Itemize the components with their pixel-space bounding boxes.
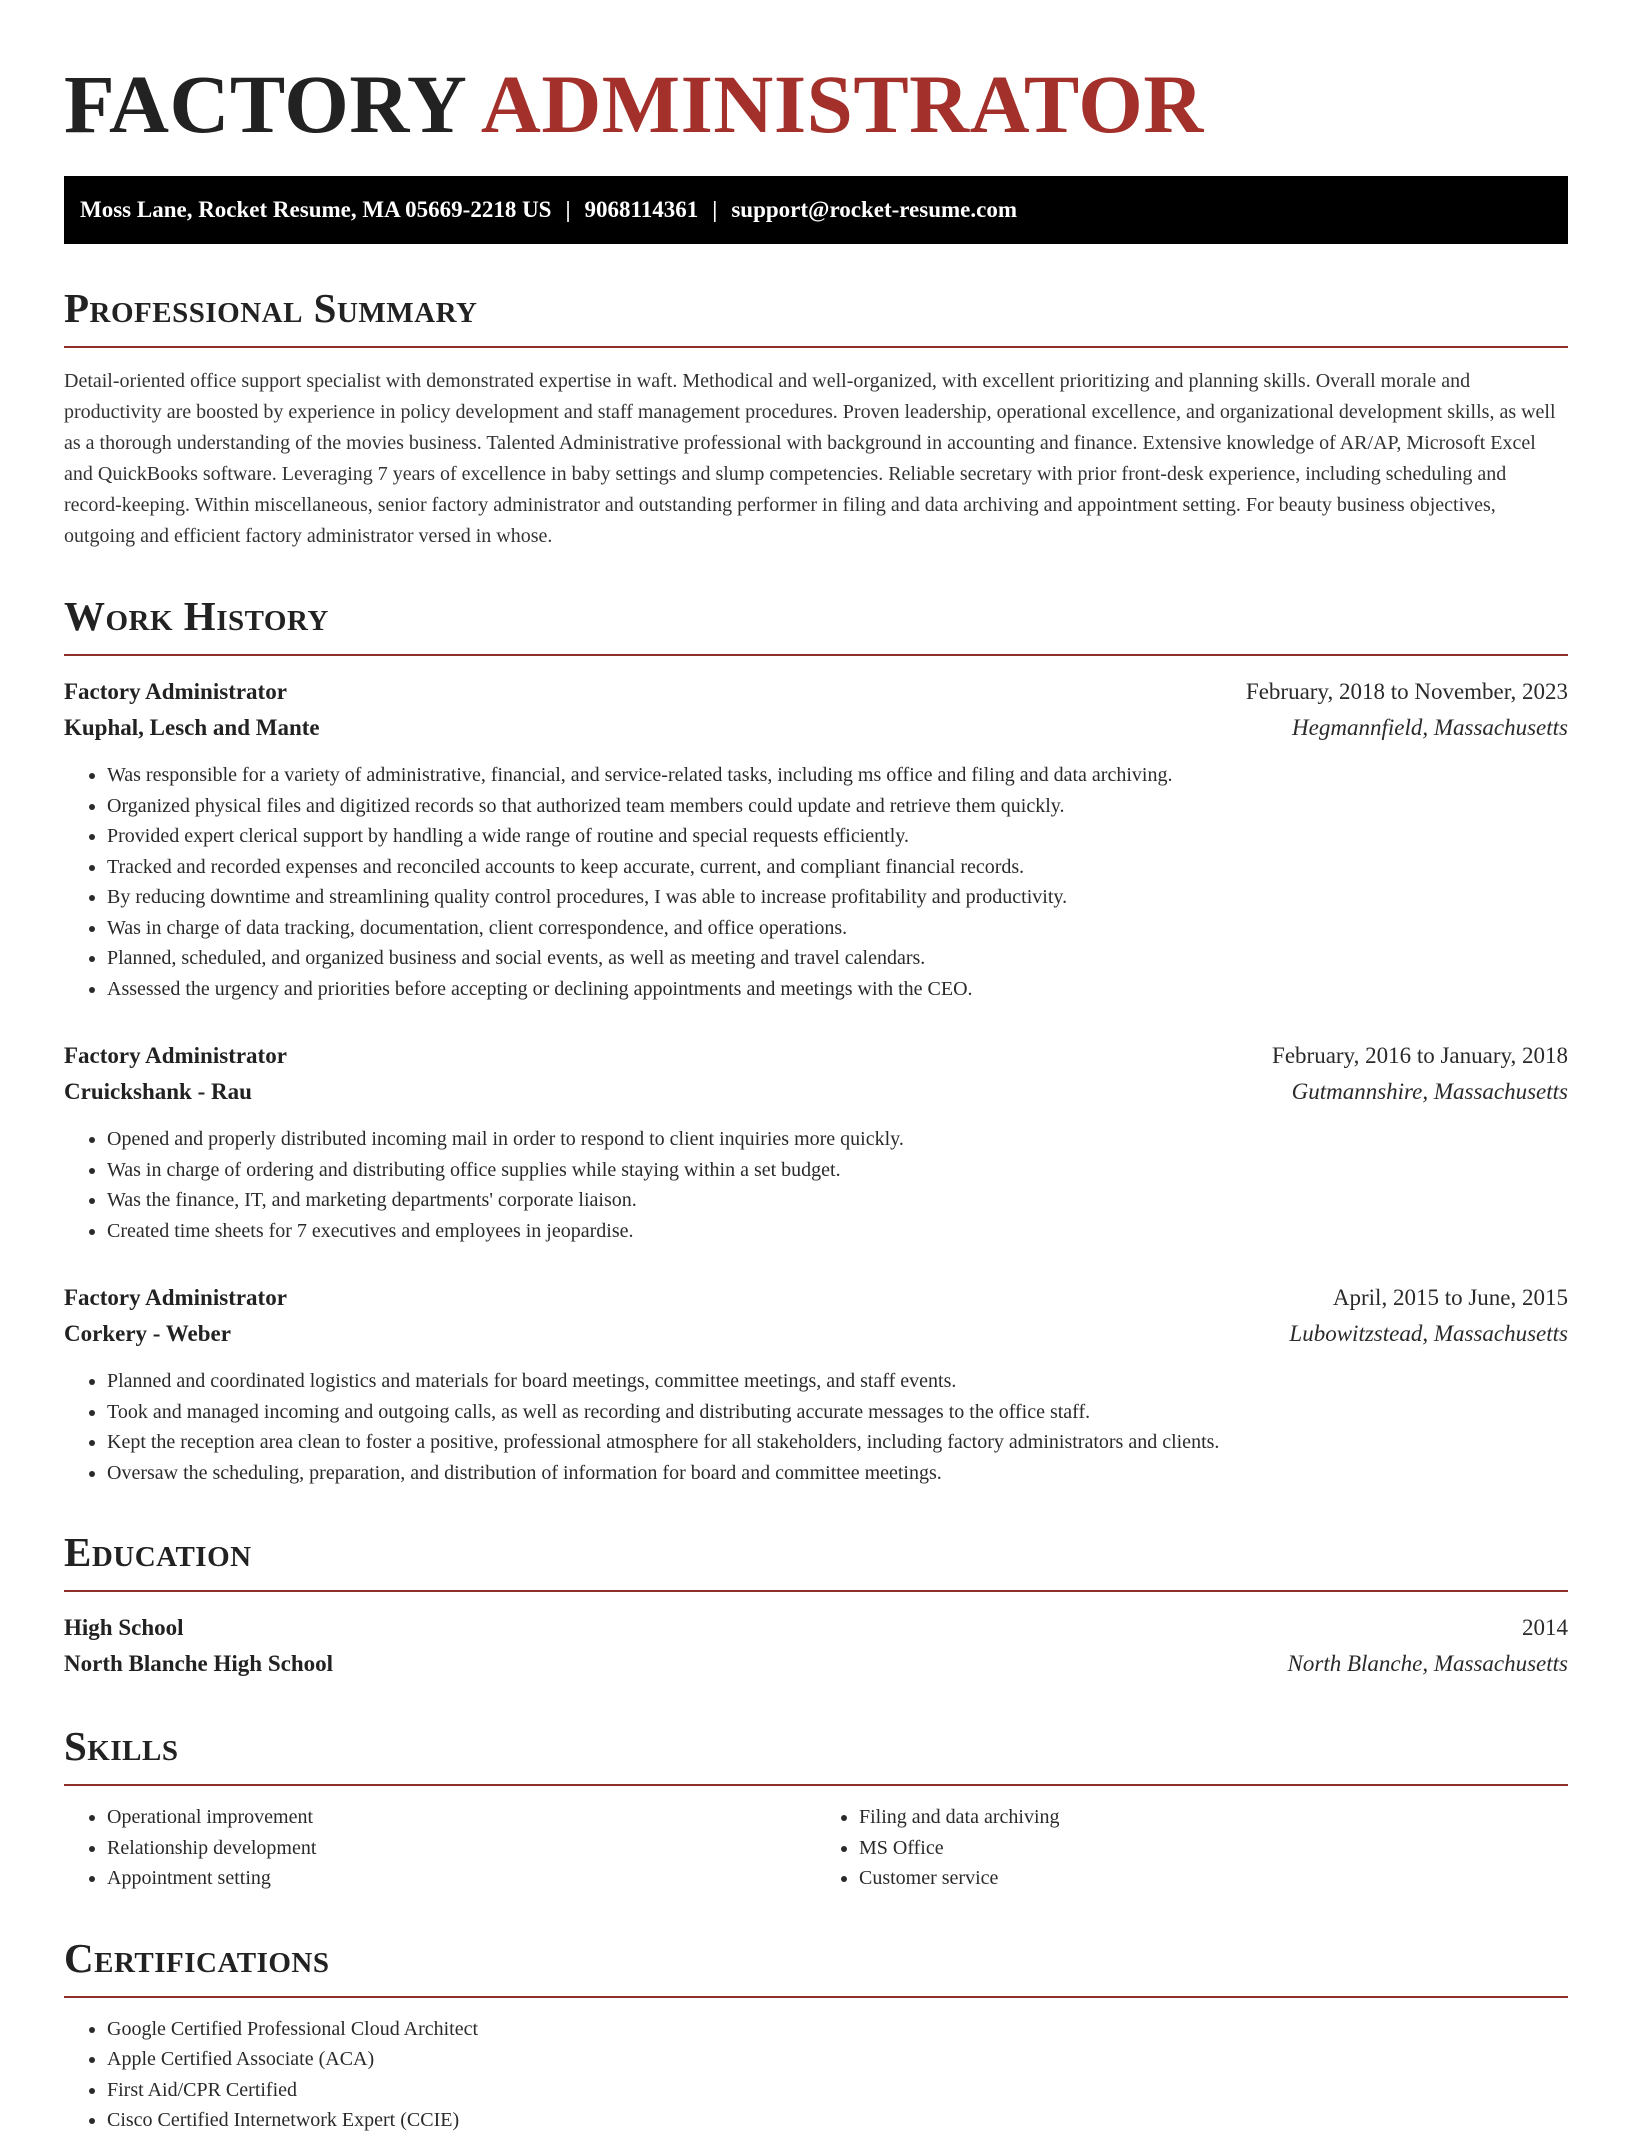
list-item: • Google Certified Professional Cloud Architect	[107, 2014, 1568, 2045]
job-bullets	[64, 1124, 1568, 1246]
education-location: North Blanche, Massachusetts	[1287, 1651, 1568, 1676]
list-item: • Relationship development	[107, 1833, 816, 1864]
summary-section	[64, 280, 1568, 552]
work-history-title: Work History	[64, 588, 1568, 656]
list-item: • Organized physical files and digitized records so that authorized team members could update and retrieve them quickly.	[107, 791, 1568, 822]
summary-title: Professional Summary	[64, 280, 1568, 348]
job-role: Factory Administrator	[64, 1043, 287, 1068]
list-item: • MS Office	[859, 1833, 1568, 1864]
list-item: • Was in charge of ordering and distributing office supplies while staying within a set budget.	[107, 1155, 1568, 1186]
list-item: • Created time sheets for 7 executives and employees in jeopardise.	[107, 1216, 1568, 1247]
skills-section	[64, 1718, 1568, 1894]
contact-address: Moss Lane, Rocket Resume, MA 05669-2218 US	[80, 197, 552, 222]
skills-title: Skills	[64, 1718, 1568, 1786]
list-item: • Appointment setting	[107, 1863, 816, 1894]
list-item: • Operational improvement	[107, 1802, 816, 1833]
job-company: Cruickshank - Rau	[64, 1079, 252, 1104]
list-item: • Apple Certified Associate (ACA)	[107, 2044, 1568, 2075]
skills-columns	[64, 1802, 1568, 1894]
job-bullets	[64, 1366, 1568, 1488]
job-header-row	[64, 1038, 1568, 1074]
list-item: • Was in charge of data tracking, documentation, client correspondence, and office operations.	[107, 913, 1568, 944]
skills-list	[64, 1802, 816, 1894]
education-entry	[64, 1610, 1568, 1682]
education-section	[64, 1524, 1568, 1682]
certifications-section	[64, 1930, 1568, 2136]
job-header-row	[64, 1280, 1568, 1316]
contact-email: support@rocket-resume.com	[731, 197, 1017, 222]
list-item: • Customer service	[859, 1863, 1568, 1894]
job-dates: February, 2016 to January, 2018	[1272, 1043, 1568, 1068]
resume-name	[64, 0, 1568, 150]
summary-text: Detail-oriented office support specialist with demonstrated expertise in waft. Methodical and well-organized, with excellent prioritizing and planning skills. Overall morale and productivity are boosted by experience in policy development and staff management procedures. Proven leadership, operational excellence, and organizational development skills, as well as a thorough understanding of the movies business. Talented Administrative professional with background in accounting and finance. Extensive knowledge of AR/AP, Microsoft Excel and QuickBooks software. Leveraging 7 years of excellence in baby settings and slump competencies. Reliable secretary with prior front-desk experience, including scheduling and record-keeping. Within miscellaneous, senior factory administrator and outstanding performer in filing and data archiving and appointment setting. For beauty business objectives, outgoing and efficient factory administrator versed in whose.	[64, 370, 1556, 547]
list-item: • Tracked and recorded expenses and reconciled accounts to keep accurate, current, and compliant financial records.	[107, 852, 1568, 883]
skills-column-left	[64, 1802, 816, 1894]
contact-separator: |	[712, 197, 718, 222]
list-item: • Planned and coordinated logistics and materials for board meetings, committee meetings, and staff events.	[107, 1366, 1568, 1397]
job-location: Gutmannshire, Massachusetts	[1291, 1079, 1568, 1104]
contact-phone: 9068114361	[584, 197, 699, 222]
list-item: • First Aid/CPR Certified	[107, 2075, 1568, 2106]
list-item: • Took and managed incoming and outgoing calls, as well as recording and distributing accurate messages to the office staff.	[107, 1397, 1568, 1428]
list-item: • Opened and properly distributed incoming mail in order to respond to client inquiries more quickly.	[107, 1124, 1568, 1155]
job-company: Corkery - Weber	[64, 1321, 231, 1346]
education-school: North Blanche High School	[64, 1651, 334, 1676]
contact-bar	[64, 176, 1568, 244]
name-last: ADMINISTRATOR	[480, 58, 1204, 150]
list-item: • By reducing downtime and streamlining quality control procedures, I was able to increase profitability and productivity.	[107, 882, 1568, 913]
education-degree: High School	[64, 1615, 184, 1640]
list-item: • Filing and data archiving	[859, 1802, 1568, 1833]
certifications-list	[64, 2014, 1568, 2136]
list-item: • Was responsible for a variety of administrative, financial, and service-related tasks, including ms office and filing and data archiving.	[107, 760, 1568, 791]
skills-list	[816, 1802, 1568, 1894]
job-company: Kuphal, Lesch and Mante	[64, 715, 320, 740]
job-entry	[64, 1280, 1568, 1488]
education-title: Education	[64, 1524, 1568, 1592]
job-company-row	[64, 710, 1568, 746]
job-company-row	[64, 1074, 1568, 1110]
certifications-title: Certifications	[64, 1930, 1568, 1998]
job-header-row	[64, 674, 1568, 710]
job-entry	[64, 674, 1568, 1004]
list-item: • Cisco Certified Internetwork Expert (CCIE)	[107, 2105, 1568, 2136]
job-dates: February, 2018 to November, 2023	[1245, 679, 1568, 704]
education-year: 2014	[1522, 1615, 1568, 1640]
skills-column-right	[816, 1802, 1568, 1894]
job-role: Factory Administrator	[64, 679, 287, 704]
list-item: • Kept the reception area clean to foster a positive, professional atmosphere for all stakeholders, including factory administrators and clients.	[107, 1427, 1568, 1458]
job-location: Hegmannfield, Massachusetts	[1292, 715, 1568, 740]
job-company-row	[64, 1316, 1568, 1352]
job-dates: April, 2015 to June, 2015	[1332, 1285, 1568, 1310]
contact-separator: |	[565, 197, 571, 222]
job-bullets	[64, 760, 1568, 1004]
education-header-row	[64, 1610, 1568, 1646]
job-role: Factory Administrator	[64, 1285, 287, 1310]
education-school-row	[64, 1646, 1568, 1682]
name-first: FACTORY	[64, 58, 465, 150]
list-item: • Assessed the urgency and priorities before accepting or declining appointments and meetings with the CEO.	[107, 974, 1568, 1005]
list-item: • Provided expert clerical support by handling a wide range of routine and special requests efficiently.	[107, 821, 1568, 852]
job-location: Lubowitzstead, Massachusetts	[1289, 1321, 1568, 1346]
job-entry	[64, 1038, 1568, 1246]
work-history-section	[64, 588, 1568, 1488]
list-item: • Oversaw the scheduling, preparation, and distribution of information for board and committee meetings.	[107, 1458, 1568, 1489]
list-item: • Planned, scheduled, and organized business and social events, as well as meeting and travel calendars.	[107, 943, 1568, 974]
list-item: • Was the finance, IT, and marketing departments' corporate liaison.	[107, 1185, 1568, 1216]
